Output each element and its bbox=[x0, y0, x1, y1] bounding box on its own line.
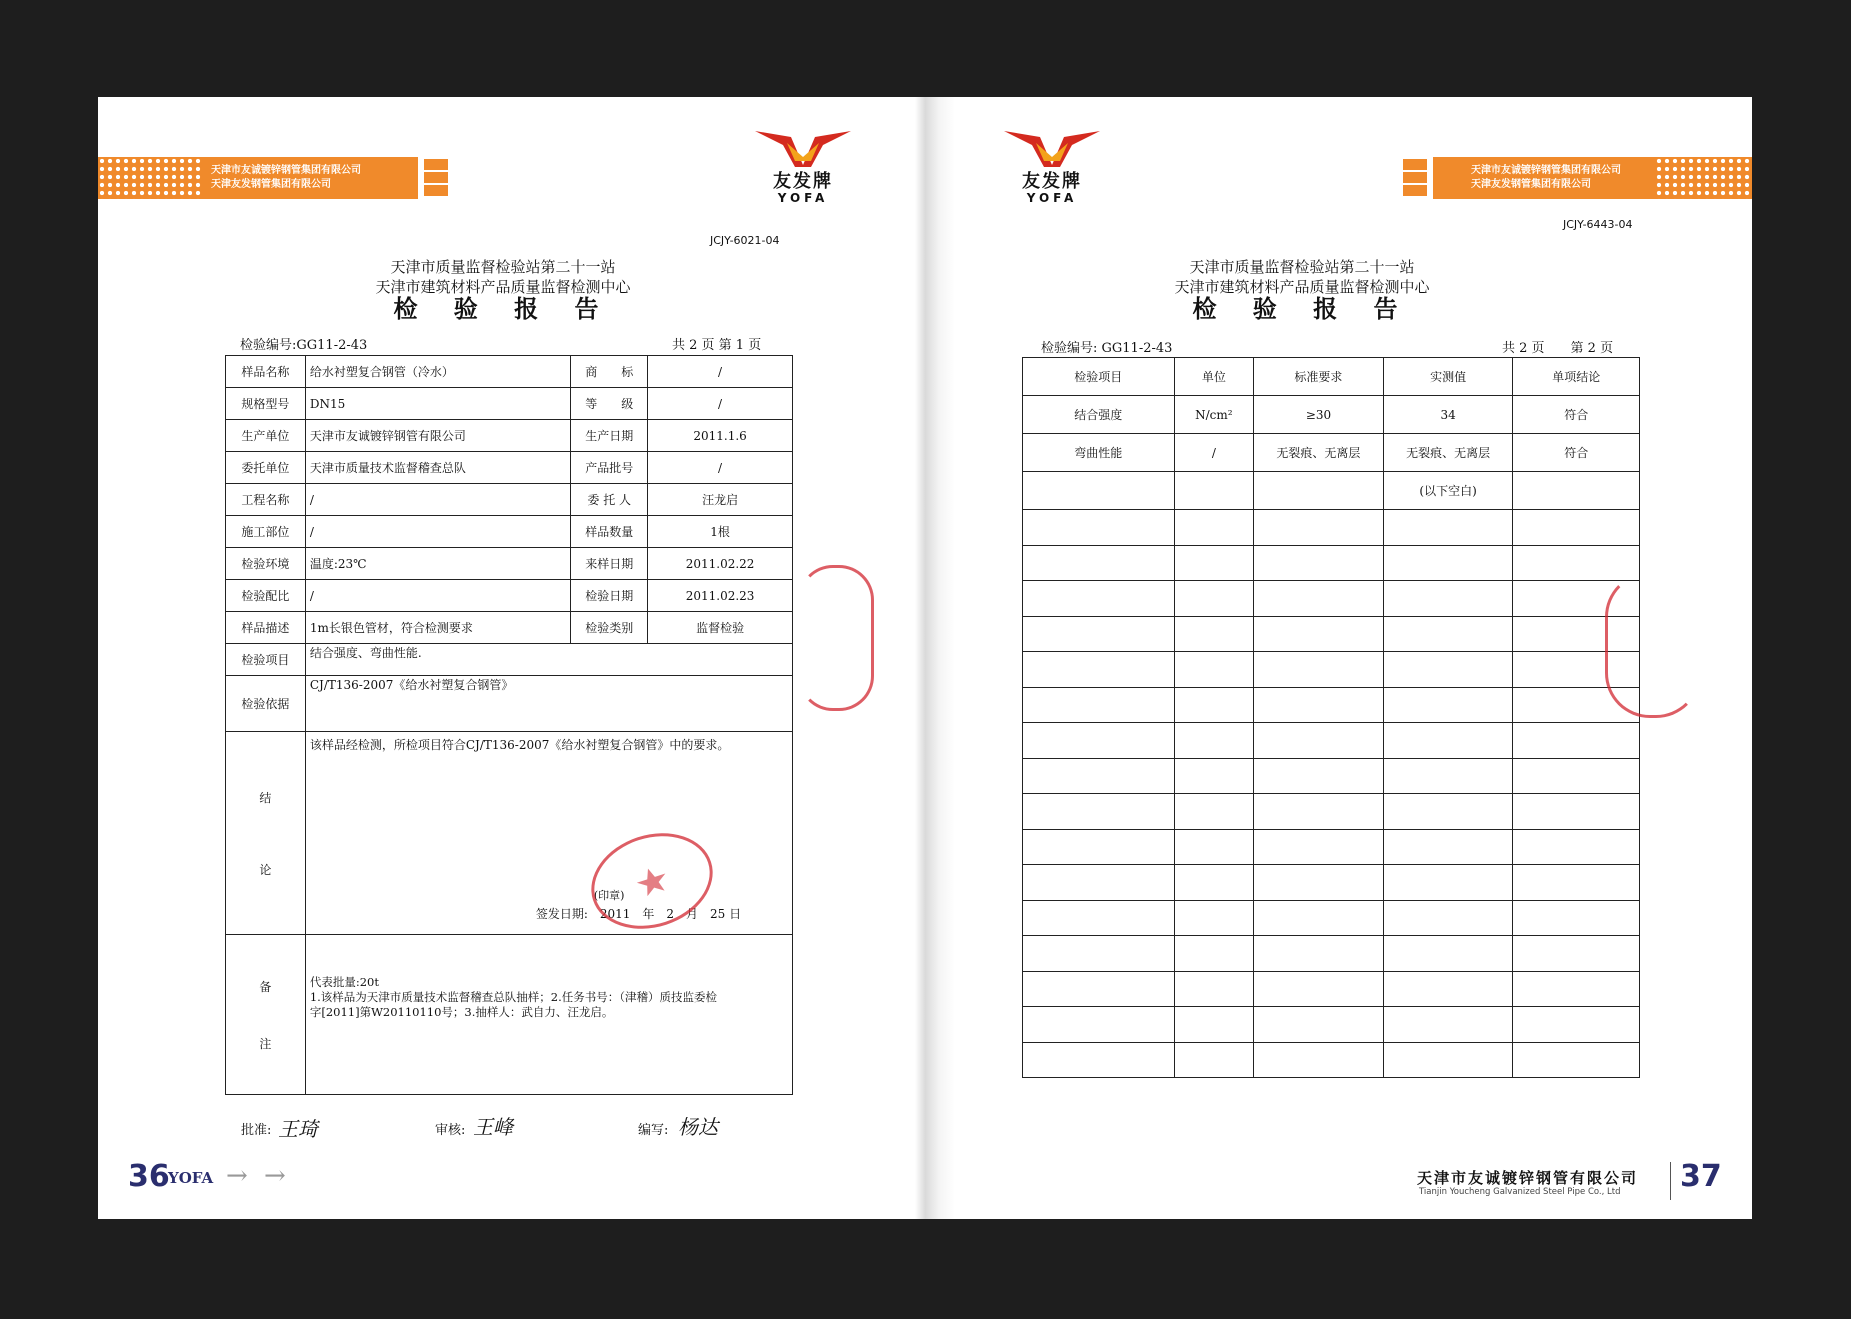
empty-row bbox=[1023, 829, 1640, 865]
report-header bbox=[1052, 257, 1552, 323]
empty-cell bbox=[1383, 510, 1513, 546]
yofa-logo bbox=[997, 127, 1107, 217]
empty-cell bbox=[1174, 510, 1253, 546]
field-value: / bbox=[305, 516, 570, 548]
empty-row bbox=[1023, 545, 1640, 581]
column-header: 标准要求 bbox=[1254, 358, 1384, 396]
field-label: 检验配比 bbox=[226, 580, 306, 612]
header-line1: 天津市质量监督检验站第二十一站 bbox=[390, 258, 616, 276]
conclusion-label-1: 结 bbox=[259, 790, 272, 805]
empty-row bbox=[1023, 936, 1640, 972]
empty-cell bbox=[1023, 581, 1175, 617]
empty-cell bbox=[1023, 723, 1175, 759]
field-value: / bbox=[648, 452, 793, 484]
column-header: 实测值 bbox=[1383, 358, 1513, 396]
field-label: 委托单位 bbox=[226, 452, 306, 484]
write-signature: 杨达 bbox=[678, 1115, 718, 1139]
empty-cell bbox=[1254, 652, 1384, 688]
form-code: JCJY-6443-04 bbox=[1563, 218, 1633, 231]
empty-row bbox=[1023, 758, 1640, 794]
field-value: 天津市质量技术监督稽查总队 bbox=[305, 452, 570, 484]
left-page bbox=[98, 97, 925, 1219]
field-value: / bbox=[648, 356, 793, 388]
empty-cell bbox=[1513, 829, 1640, 865]
empty-cell bbox=[1254, 971, 1384, 1007]
empty-cell bbox=[1513, 865, 1640, 901]
field-label: 检验环境 bbox=[226, 548, 306, 580]
approve-signature: 王琦 bbox=[278, 1117, 318, 1141]
field-label: 样品名称 bbox=[226, 356, 306, 388]
empty-cell bbox=[1174, 900, 1253, 936]
yofa-logo bbox=[748, 127, 858, 217]
issue-date: 签发日期: 2011 年 2 月 25 日 bbox=[535, 907, 742, 921]
empty-cell bbox=[1383, 829, 1513, 865]
eagle-logo-icon bbox=[1002, 127, 1102, 169]
empty-row bbox=[1023, 1007, 1640, 1043]
empty-cell bbox=[1174, 1007, 1253, 1043]
empty-cell bbox=[1383, 1042, 1513, 1078]
table-cell: 结合强度 bbox=[1023, 396, 1175, 434]
field-label: 施工部位 bbox=[226, 516, 306, 548]
empty-cell bbox=[1174, 971, 1253, 1007]
empty-cell bbox=[1254, 829, 1384, 865]
empty-row bbox=[1023, 687, 1640, 723]
table-row bbox=[1023, 396, 1640, 434]
basis-label: 检验依据 bbox=[226, 676, 306, 732]
field-label: 生产日期 bbox=[571, 420, 648, 452]
empty-cell bbox=[1513, 758, 1640, 794]
remarks-label bbox=[226, 935, 306, 1095]
table-row bbox=[226, 388, 793, 420]
company-banner bbox=[1433, 157, 1752, 199]
empty-row bbox=[1023, 652, 1640, 688]
report-table bbox=[225, 355, 793, 1095]
empty-cell bbox=[1383, 758, 1513, 794]
table-cell: 符合 bbox=[1513, 434, 1640, 472]
banner-dots bbox=[98, 157, 203, 199]
conclusion-label bbox=[226, 732, 306, 935]
empty-cell bbox=[1383, 936, 1513, 972]
review-signature: 王峰 bbox=[473, 1115, 513, 1139]
column-header: 检验项目 bbox=[1023, 358, 1175, 396]
empty-cell bbox=[1174, 687, 1253, 723]
field-value: 2011.1.6 bbox=[648, 420, 793, 452]
empty-cell bbox=[1254, 936, 1384, 972]
table-row bbox=[226, 420, 793, 452]
field-label: 检验类别 bbox=[571, 612, 648, 644]
field-value: 2011.02.23 bbox=[648, 580, 793, 612]
empty-row bbox=[1023, 581, 1640, 617]
empty-row bbox=[1023, 794, 1640, 830]
remarks-line3: 字[2011]第W20110110号；3.抽样人：武自力、汪龙启。 bbox=[309, 1005, 614, 1019]
empty-cell bbox=[1254, 1042, 1384, 1078]
empty-cell bbox=[1023, 545, 1175, 581]
table-row bbox=[226, 580, 793, 612]
empty-cell bbox=[1023, 971, 1175, 1007]
remarks-line1: 代表批量:20t bbox=[309, 975, 379, 989]
remarks-cell bbox=[305, 935, 792, 1095]
report-title: 检 验 报 告 bbox=[393, 294, 613, 323]
banner-line1: 天津市友诚镀锌钢管集团有限公司 bbox=[211, 165, 361, 176]
table-row bbox=[226, 356, 793, 388]
empty-cell bbox=[1174, 723, 1253, 759]
brand-name-cn: 友发牌 bbox=[1022, 171, 1082, 192]
empty-cell bbox=[1383, 616, 1513, 652]
empty-cell bbox=[1254, 865, 1384, 901]
field-value: / bbox=[305, 580, 570, 612]
field-label: 等 级 bbox=[571, 388, 648, 420]
empty-cell bbox=[1174, 616, 1253, 652]
field-label: 来样日期 bbox=[571, 548, 648, 580]
table-row bbox=[1023, 434, 1640, 472]
empty-cell bbox=[1383, 652, 1513, 688]
items-label: 检验项目 bbox=[226, 644, 306, 676]
table-cell: N/cm² bbox=[1174, 396, 1253, 434]
table-header-row bbox=[1023, 358, 1640, 396]
field-label: 样品数量 bbox=[571, 516, 648, 548]
write-label: 编写: bbox=[638, 1123, 669, 1138]
empty-cell bbox=[1254, 616, 1384, 652]
empty-cell bbox=[1513, 1007, 1640, 1043]
report-title: 检 验 报 告 bbox=[1192, 294, 1412, 323]
table-cell: 弯曲性能 bbox=[1023, 434, 1175, 472]
table-row bbox=[226, 676, 793, 732]
field-value: 汪龙启 bbox=[648, 484, 793, 516]
empty-row bbox=[1023, 616, 1640, 652]
conclusion-label-2: 论 bbox=[259, 862, 272, 877]
form-code: JCJY-6021-04 bbox=[710, 234, 780, 247]
empty-cell bbox=[1383, 723, 1513, 759]
empty-cell bbox=[1254, 687, 1384, 723]
empty-cell bbox=[1023, 829, 1175, 865]
empty-row bbox=[1023, 971, 1640, 1007]
empty-cell bbox=[1174, 829, 1253, 865]
eagle-logo-icon bbox=[753, 127, 853, 169]
page-number-right: 37 bbox=[1680, 1159, 1722, 1194]
field-value: / bbox=[648, 388, 793, 420]
seal-note: (印章) bbox=[593, 889, 625, 902]
empty-cell bbox=[1174, 1042, 1253, 1078]
empty-cell bbox=[1023, 865, 1175, 901]
header-line2: 天津市建筑材料产品质量监督检测中心 bbox=[1174, 278, 1430, 296]
field-value: 1m长银色管材，符合检测要求 bbox=[305, 612, 570, 644]
empty-row bbox=[1023, 865, 1640, 901]
empty-cell bbox=[1174, 758, 1253, 794]
empty-cell bbox=[1254, 723, 1384, 759]
approve-label: 批准: bbox=[241, 1123, 272, 1138]
empty-cell bbox=[1023, 1042, 1175, 1078]
header-line1: 天津市质量监督检验站第二十一站 bbox=[1189, 258, 1415, 276]
empty-cell bbox=[1513, 1042, 1640, 1078]
empty-cell bbox=[1174, 581, 1253, 617]
table-cell: / bbox=[1174, 434, 1253, 472]
empty-cell bbox=[1254, 758, 1384, 794]
empty-cell bbox=[1383, 581, 1513, 617]
report-number: 检验编号: GG11-2-43 bbox=[1041, 341, 1173, 356]
table-cell bbox=[1174, 472, 1253, 510]
brand-name-cn: 友发牌 bbox=[773, 171, 833, 192]
results-table bbox=[1022, 357, 1640, 1078]
table-row bbox=[226, 935, 793, 1095]
empty-row bbox=[1023, 1042, 1640, 1078]
empty-cell bbox=[1023, 616, 1175, 652]
table-cell bbox=[1023, 472, 1175, 510]
empty-row bbox=[1023, 900, 1640, 936]
empty-cell bbox=[1174, 865, 1253, 901]
table-row bbox=[226, 548, 793, 580]
table-row bbox=[226, 644, 793, 676]
empty-row bbox=[1023, 510, 1640, 546]
empty-cell bbox=[1254, 1007, 1384, 1043]
banner-line1: 天津市友诚镀锌钢管集团有限公司 bbox=[1471, 165, 1621, 176]
empty-cell bbox=[1383, 794, 1513, 830]
empty-cell bbox=[1383, 545, 1513, 581]
report-header bbox=[253, 257, 753, 323]
empty-cell bbox=[1513, 723, 1640, 759]
field-label: 规格型号 bbox=[226, 388, 306, 420]
empty-cell bbox=[1174, 545, 1253, 581]
empty-cell bbox=[1513, 971, 1640, 1007]
edge-seal bbox=[798, 565, 874, 711]
empty-cell bbox=[1383, 900, 1513, 936]
empty-cell bbox=[1254, 581, 1384, 617]
empty-cell bbox=[1254, 900, 1384, 936]
table-cell: (以下空白) bbox=[1383, 472, 1513, 510]
page-number-left: 36 bbox=[128, 1159, 170, 1194]
footer-divider bbox=[1670, 1162, 1671, 1200]
banner-line2: 天津友发钢管集团有限公司 bbox=[1471, 179, 1591, 190]
basis-value: CJ/T136-2007《给水衬塑复合钢管》 bbox=[305, 676, 792, 732]
page-brand: YOFA bbox=[168, 1169, 214, 1187]
table-cell: 符合 bbox=[1513, 396, 1640, 434]
empty-cell bbox=[1383, 865, 1513, 901]
table-row bbox=[1023, 472, 1640, 510]
page-count: 共 2 页 第 2 页 bbox=[1502, 341, 1614, 356]
footer-company-en: Tianjin Youcheng Galvanized Steel Pipe Co., Ltd bbox=[1419, 1187, 1621, 1197]
empty-cell bbox=[1174, 936, 1253, 972]
table-row bbox=[226, 612, 793, 644]
table-row bbox=[226, 484, 793, 516]
empty-cell bbox=[1023, 1007, 1175, 1043]
field-label: 委 托 人 bbox=[571, 484, 648, 516]
empty-cell bbox=[1174, 794, 1253, 830]
remarks-label-2: 注 bbox=[259, 1036, 272, 1051]
brand-name-en: YOFA bbox=[777, 191, 829, 205]
empty-cell bbox=[1023, 510, 1175, 546]
empty-cell bbox=[1023, 758, 1175, 794]
empty-cell bbox=[1383, 1007, 1513, 1043]
field-label: 生产单位 bbox=[226, 420, 306, 452]
field-value: 温度:23℃ bbox=[305, 548, 570, 580]
report-number: 检验编号:GG11-2-43 bbox=[240, 338, 368, 353]
field-label: 商 标 bbox=[571, 356, 648, 388]
empty-cell bbox=[1023, 687, 1175, 723]
empty-cell bbox=[1513, 794, 1640, 830]
empty-cell bbox=[1513, 936, 1640, 972]
field-value: 给水衬塑复合钢管（冷水） bbox=[305, 356, 570, 388]
empty-cell bbox=[1174, 652, 1253, 688]
empty-cell bbox=[1513, 510, 1640, 546]
remarks-label-1: 备 bbox=[259, 979, 272, 994]
field-value: / bbox=[305, 484, 570, 516]
empty-cell bbox=[1383, 687, 1513, 723]
table-cell bbox=[1254, 472, 1384, 510]
empty-cell bbox=[1513, 545, 1640, 581]
header-line2: 天津市建筑材料产品质量监督检测中心 bbox=[375, 278, 631, 296]
table-cell: 无裂痕、无离层 bbox=[1383, 434, 1513, 472]
table-row bbox=[226, 452, 793, 484]
field-label: 工程名称 bbox=[226, 484, 306, 516]
table-cell bbox=[1513, 472, 1640, 510]
arrows-icon: → → bbox=[226, 1161, 290, 1191]
empty-row bbox=[1023, 723, 1640, 759]
remarks-line2: 1.该样品为天津市质量技术监督稽查总队抽样；2.任务书号：（津稽）质技监委检 bbox=[309, 990, 718, 1004]
conclusion-text: 该样品经检测，所检项目符合CJ/T136-2007《给水衬塑复合钢管》中的要求。 bbox=[309, 738, 730, 752]
empty-cell bbox=[1254, 794, 1384, 830]
field-label: 样品描述 bbox=[226, 612, 306, 644]
brand-name-en: YOFA bbox=[1026, 191, 1078, 205]
field-label: 检验日期 bbox=[571, 580, 648, 612]
field-value: 2011.02.22 bbox=[648, 548, 793, 580]
empty-cell bbox=[1513, 900, 1640, 936]
right-page bbox=[925, 97, 1752, 1219]
table-cell: 无裂痕、无离层 bbox=[1254, 434, 1384, 472]
table-cell: 34 bbox=[1383, 396, 1513, 434]
table-cell: ≥30 bbox=[1254, 396, 1384, 434]
field-value: 1根 bbox=[648, 516, 793, 548]
field-value: 天津市友诚镀锌钢管有限公司 bbox=[305, 420, 570, 452]
empty-cell bbox=[1383, 971, 1513, 1007]
footer-company-cn: 天津市友诚镀锌钢管有限公司 bbox=[1417, 1169, 1639, 1187]
field-label: 产品批号 bbox=[571, 452, 648, 484]
empty-cell bbox=[1023, 794, 1175, 830]
edge-seal bbox=[1605, 572, 1701, 718]
column-header: 单项结论 bbox=[1513, 358, 1640, 396]
field-value: DN15 bbox=[305, 388, 570, 420]
empty-cell bbox=[1023, 900, 1175, 936]
empty-cell bbox=[1254, 510, 1384, 546]
review-label: 审核: bbox=[435, 1123, 466, 1138]
banner-line2: 天津友发钢管集团有限公司 bbox=[211, 179, 331, 190]
empty-cell bbox=[1023, 936, 1175, 972]
page-count: 共 2 页 第 1 页 bbox=[672, 338, 762, 353]
table-row bbox=[226, 516, 793, 548]
banner-dots bbox=[1655, 157, 1752, 199]
column-header: 单位 bbox=[1174, 358, 1253, 396]
banner-blocks bbox=[1403, 159, 1427, 195]
field-value: 监督检验 bbox=[648, 612, 793, 644]
banner-blocks bbox=[424, 159, 448, 195]
company-banner bbox=[98, 157, 418, 199]
items-value: 结合强度、弯曲性能. bbox=[305, 644, 792, 676]
empty-cell bbox=[1023, 652, 1175, 688]
empty-cell bbox=[1254, 545, 1384, 581]
